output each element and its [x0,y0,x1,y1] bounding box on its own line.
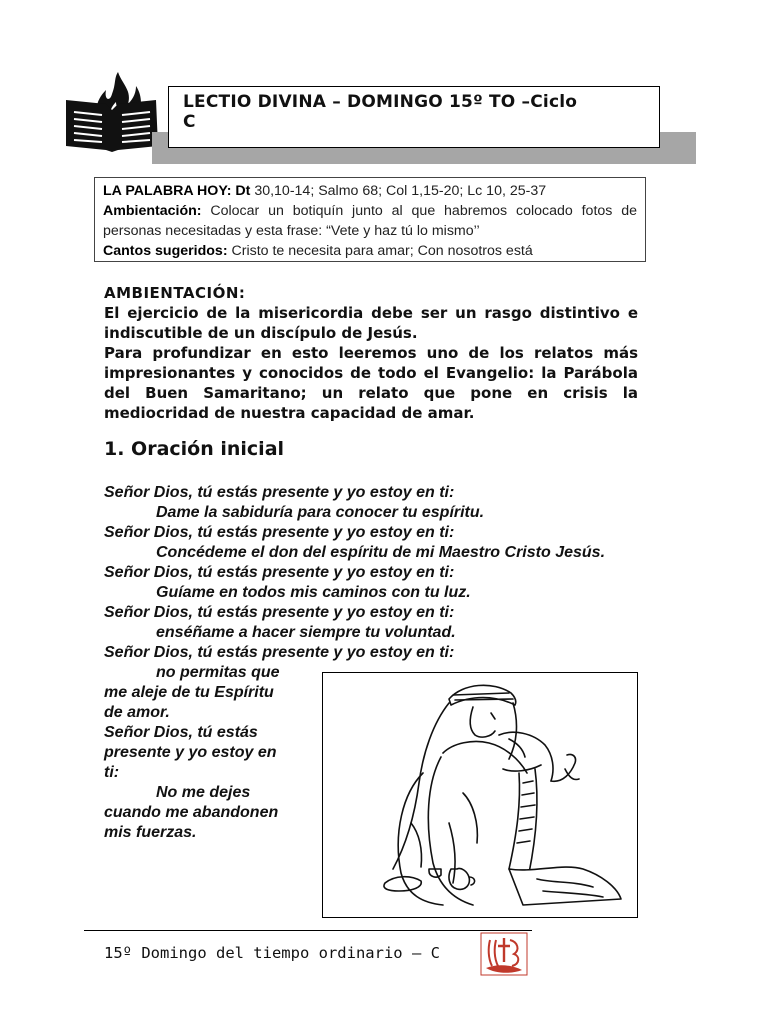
palabra-line [103,181,637,201]
prayer-line: mis fuerzas. [104,824,197,841]
ambientacion-paragraph-1 [104,303,638,343]
ambientacion-text: Colocar un botiquín junto al que habremos colocado fotos de personas necesitadas y esta frase: “Vete y haz tú lo mismo’’ [103,203,637,239]
prayer-line: Señor Dios, tú estás presente y yo estoy en ti: [104,484,455,501]
palabra-label: LA PALABRA HOY: Dt [103,183,251,199]
diocese-logo-icon [480,932,528,976]
palabra-text: 30,10-14; Salmo 68; Col 1,15-20; Lc 10, 25-37 [250,183,547,199]
title-line-2: C [183,112,196,132]
title-line-1: LECTIO DIVINA – DOMINGO 15º TO –Ciclo [183,92,578,112]
ambientacion-paragraph-2 [104,343,638,423]
prayer-line: enséñame a hacer siempre tu voluntad. [156,624,456,641]
paragraph-text: Para profundizar en esto leeremos uno de los relatos más impresionantes y conocidos de todo el Evangelio: la Parábola del Buen Samaritano; un relato que pone en crisis la mediocridad de nuestra capacidad de amar. [104,344,638,422]
prayer-line: Señor Dios, tú estás presente y yo estoy en ti: [104,524,455,541]
paragraph-text: El ejercicio de la misericordia debe ser un rasgo distintivo e indiscutible de un discípulo de Jesús. [104,304,638,342]
cantos-label: Cantos sugeridos: [103,243,228,259]
prayer-line: Guíame en todos mis caminos con tu luz. [156,584,471,601]
prayer-line: cuando me abandonen [104,804,279,821]
ambientacion-line [103,201,637,241]
prayer-line: No me dejes [156,784,251,801]
info-box [94,177,646,262]
book-flame-icon [62,70,162,152]
footer-text: 15º Domingo del tiempo ordinario – C [104,944,440,962]
prayer-line: Concédeme el don del espíritu de mi Maestro Cristo Jesús. [156,544,606,561]
prayer-line: ti: [104,764,120,781]
cantos-line [103,241,637,261]
prayer-line: no permitas que [156,664,280,681]
prayer-line: Señor Dios, tú estás presente y yo estoy en ti: [104,604,455,621]
prayer-line: Señor Dios, tú estás [104,724,258,741]
samaritan-drawing [323,673,636,916]
prayer-line: me aleje de tu Espíritu [104,684,274,701]
ambientacion-heading: AMBIENTACIÓN: [104,284,246,302]
footer-divider [84,930,532,931]
prayer-line: Señor Dios, tú estás presente y yo estoy en ti: [104,564,455,581]
prayer-line: Señor Dios, tú estás presente y yo estoy en ti: [104,644,455,661]
cantos-text: Cristo te necesita para amar; Con nosotros está [227,243,533,259]
ambientacion-label: Ambientación: [103,203,202,219]
prayer-line: Dame la sabiduría para conocer tu espíritu. [156,504,485,521]
prayer-line: de amor. [104,704,170,721]
prayer-line: presente y yo estoy en [104,744,277,761]
section-heading-oracion: 1. Oración inicial [104,438,285,460]
page-title [168,86,660,148]
samaritan-illustration [322,672,638,918]
